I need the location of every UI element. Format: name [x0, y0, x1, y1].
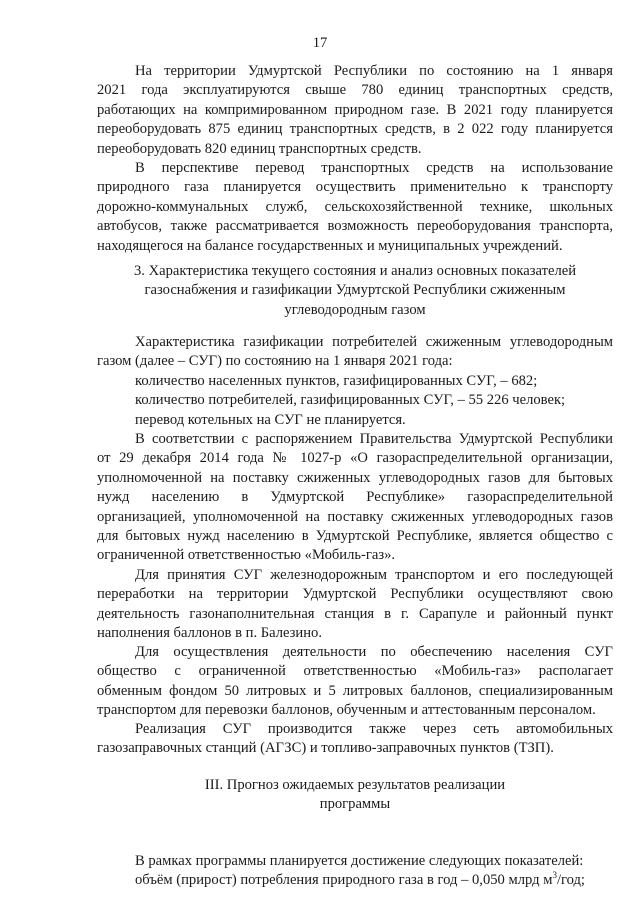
text-line: В перспективе перевод транспортных средств на использование — [135, 160, 613, 176]
heading-line: программы — [319, 796, 391, 813]
text-line: Характеристика газификации потребителей сжиженным углеводородным — [135, 334, 613, 350]
text-line: для бытовых нужд населению в Удмуртской Республике, является общество с — [97, 527, 613, 544]
paragraph-sales — [97, 720, 613, 759]
paragraph-rail-reception — [97, 566, 613, 644]
text-line: газозаправочных станций (АГЗС) и топливо-заправочных пунктов (ТЗП). — [97, 740, 554, 757]
text-line: переоборудовать 820 единиц транспортных средств. — [97, 140, 422, 157]
paragraph-indicators — [97, 852, 613, 891]
heading-line: III. Прогноз ожидаемых результатов реализации — [204, 777, 506, 793]
text-line: дорожно-коммунальных служб, сельскохозяйственной технике, школьных — [97, 198, 613, 215]
section-heading-3 — [97, 262, 613, 320]
text-line: нужд населению в Удмуртской Республике» газораспределительной — [97, 489, 613, 506]
paragraph-government-order — [97, 430, 613, 566]
text-line: ограниченной ответственностью «Мобиль-газ». — [97, 547, 396, 564]
text-line: уполномоченной на поставку сжиженных углеводородных газов для бытовых — [97, 469, 613, 486]
text-line: В рамках программы планируется достижение следующих показателей: — [135, 853, 584, 869]
text-line: На территории Удмуртской Республики по состоянию на 1 января — [135, 63, 613, 79]
text-line: автобусов, также рассматривается возможность переоборудования транспорта, — [97, 218, 613, 235]
text-line: В соответствии с распоряжением Правительства Удмуртской Республики — [135, 431, 613, 447]
text-line: общество с ограниченной ответственностью «Мобиль-газ» располагает — [97, 663, 613, 680]
text-line: Для осуществления деятельности по обеспечению населения СУГ — [135, 644, 613, 660]
heading-line: газоснабжения и газификации Удмуртской Республики сжиженным — [144, 282, 566, 299]
text-line: от 29 декабря 2014 года № 1027-р «О газораспределительной организации, — [97, 450, 613, 467]
section-heading-III — [97, 776, 613, 815]
heading-line: углеводородным газом — [284, 301, 426, 318]
text-line: транспортом для перевозки баллонов, обученным и аттестованным персоналом. — [97, 702, 596, 719]
text-line: газом (далее – СУГ) по состоянию на 1 января 2021 года: — [97, 353, 453, 370]
text-line: Для принятия СУГ железнодорожным транспортом и его последующей — [135, 567, 613, 583]
cubic-superscript: 3 — [552, 870, 557, 881]
paragraph-perspective — [97, 159, 613, 256]
per-year-text: /год; — [556, 872, 585, 889]
text-line: работающих на компримированном природном газе. В 2021 году планируется — [97, 101, 613, 118]
text-line: деятельность газонаполнительная станция в г. Сарапуле и районный пункт — [97, 605, 613, 622]
text-line: организацией, уполномоченной на поставку сжиженных углеводородных газов — [97, 508, 613, 525]
paragraph-lpg-characteristics — [97, 333, 613, 430]
paragraph-supply-activity — [97, 643, 613, 721]
text-line: переработки на территории Удмуртской Республики осуществляют свою — [97, 586, 613, 603]
text-line: 2021 года эксплуатируются свыше 780 единиц транспортных средств, — [97, 82, 613, 99]
paragraph-cng-vehicles — [97, 62, 613, 159]
text-line: наполнения баллонов в п. Балезино. — [97, 625, 322, 642]
text-line: Реализация СУГ производится также через сеть автомобильных — [135, 721, 613, 737]
list-item: перевод котельных на СУГ не планируется. — [135, 411, 406, 428]
text-line: находящегося на балансе государственных и муниципальных учреждений. — [97, 237, 563, 254]
list-item: количество потребителей, газифицированных СУГ, – 55 226 человек; — [135, 392, 566, 409]
page-number: 17 — [312, 35, 328, 51]
heading-line: 3. Характеристика текущего состояния и анализ основных показателей — [133, 263, 577, 279]
text-line: переоборудовать 875 единиц транспортных средств, в 2 022 году планируется — [97, 121, 613, 138]
gas-consumption-text: объём (прирост) потребления природного газа в год – 0,050 млрд м — [135, 872, 553, 889]
text-line-gas-consumption — [97, 871, 613, 890]
list-item: количество населенных пунктов, газифицированных СУГ, – 682; — [135, 372, 538, 389]
text-line: обменным фондом 50 литровых и 5 литровых баллонов, специализированным — [97, 682, 613, 699]
text-line: природного газа планируется осуществить применительно к транспорту — [97, 179, 613, 196]
